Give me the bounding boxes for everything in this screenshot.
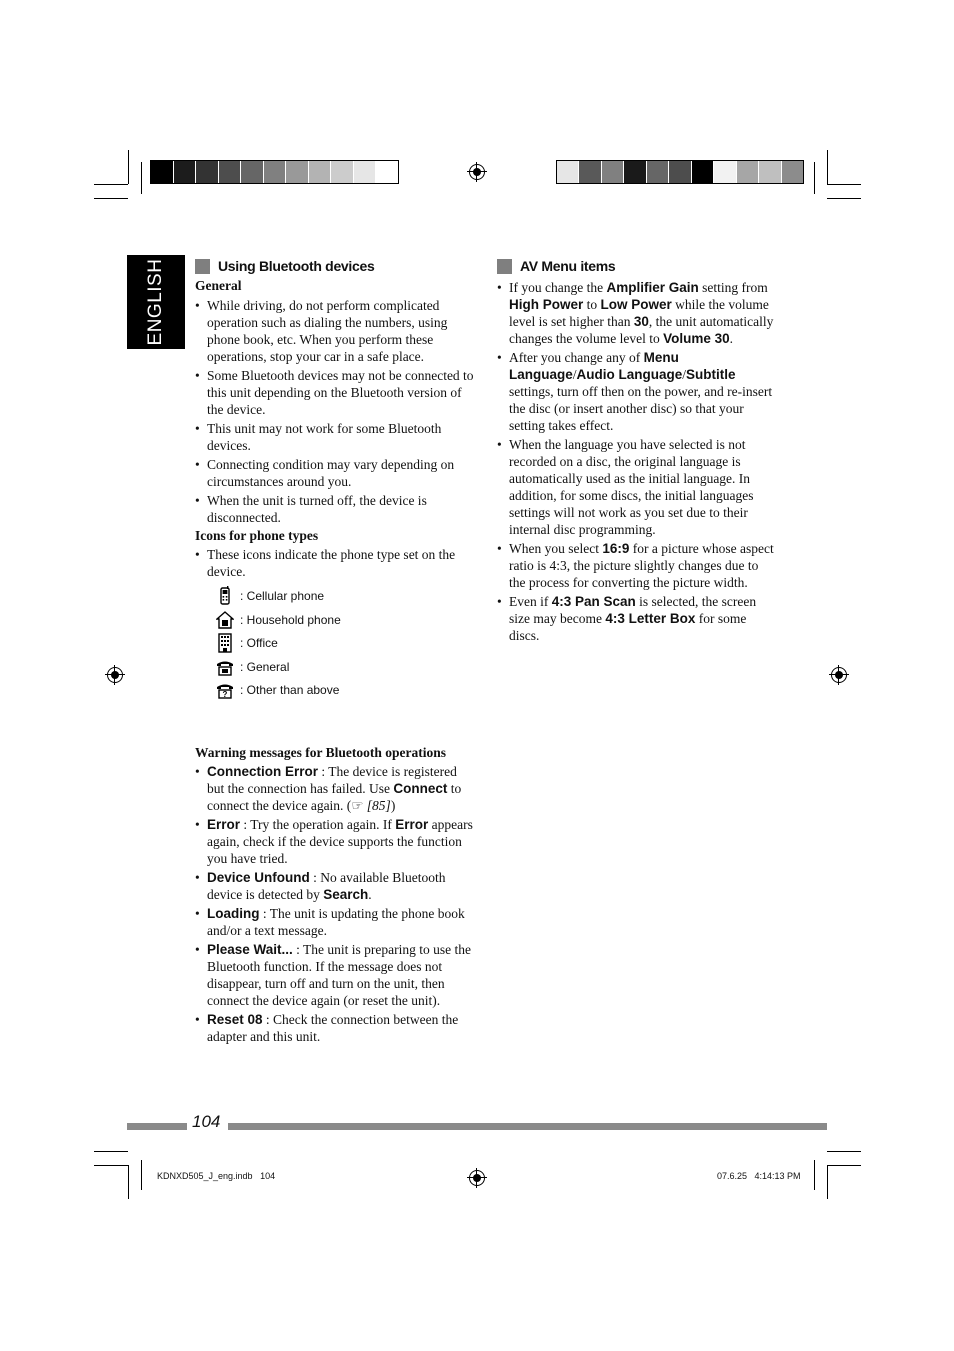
color-swatch xyxy=(354,161,377,183)
color-swatch xyxy=(602,161,624,183)
color-swatch xyxy=(759,161,781,183)
setting-value: 4:3 Letter Box xyxy=(605,611,696,626)
color-bar-right xyxy=(556,160,804,184)
list-item: • While driving, do not perform complicated operation such as dialing the numbers, using phone book, etc. When you perform these operations, stop your car in a safe place. xyxy=(195,297,477,365)
list-item: • When you select 16:9 for a picture whose aspect ratio is 4:3, the picture slightly changes due to the process for converting the picture width. xyxy=(497,540,777,591)
color-swatch xyxy=(196,161,219,183)
warning-key: Connection Error xyxy=(207,764,319,779)
list-item: • Please Wait... : The unit is preparing to use the Bluetooth function. If the message does not disappear, turn off and turn on the unit, then connect the device again (or reset the unit). xyxy=(195,941,477,1009)
icons-intro-list xyxy=(195,546,477,582)
section-heading-av-menu xyxy=(497,258,615,274)
heading-square-icon xyxy=(195,259,210,274)
setting-value: 30 xyxy=(633,314,649,329)
list-item: • If you change the Amplifier Gain setting from High Power to Low Power while the volume level is set higher than 30, the unit automatically changes the volume level to Volume 30. xyxy=(497,279,777,347)
general-phone-icon xyxy=(216,657,234,677)
subheading-icons: Icons for phone types xyxy=(195,528,319,543)
setting-value: High Power xyxy=(509,297,584,312)
setting-name: Amplifier Gain xyxy=(606,280,699,295)
setting-name: Menu Language xyxy=(509,350,679,382)
registration-mark-icon xyxy=(831,667,847,683)
phone-type-household xyxy=(216,610,341,630)
registration-mark-icon xyxy=(107,667,123,683)
list-item: • Even if 4:3 Pan Scan is selected, the screen size may become 4:3 Letter Box for some discs. xyxy=(497,593,777,644)
other-phone-icon xyxy=(216,680,234,700)
general-list xyxy=(195,297,477,528)
color-swatch xyxy=(714,161,736,183)
list-item: • When the unit is turned off, the device is disconnected. xyxy=(195,492,477,526)
phone-type-cellular xyxy=(216,586,324,606)
color-swatch xyxy=(286,161,309,183)
list-item: • Connecting condition may vary depending on circumstances around you. xyxy=(195,456,477,490)
warning-key: Connect xyxy=(393,781,448,796)
color-swatch xyxy=(309,161,332,183)
warning-key: Please Wait... xyxy=(207,942,293,957)
phone-type-label: : Cellular phone xyxy=(240,589,325,603)
phone-type-general xyxy=(216,657,289,677)
print-timestamp: 07.6.25 4:14:13 PM xyxy=(717,1171,801,1181)
list-item: • Connection Error : The device is registered but the connection has failed. Use Connect to connect the device again. (☞ [85]) xyxy=(195,763,477,814)
subheading-warnings: Warning messages for Bluetooth operations xyxy=(195,745,447,760)
setting-value: 4:3 Pan Scan xyxy=(551,594,636,609)
household-phone-icon xyxy=(216,610,234,630)
list-item: • After you change any of Menu Language/Audio Language/Subtitle settings, turn off then on the power, and re-insert the disc (or insert another disc) so that your setting takes effect. xyxy=(497,349,777,434)
setting-value: 16:9 xyxy=(602,541,630,556)
color-swatch xyxy=(669,161,691,183)
color-swatch xyxy=(647,161,669,183)
list-item: • Some Bluetooth devices may not be connected to this unit depending on the Bluetooth version of the device. xyxy=(195,367,477,418)
setting-value: Volume 30 xyxy=(663,331,730,346)
list-item: • Device Unfound : No available Bluetooth device is detected by Search. xyxy=(195,869,477,903)
reference-icon: ☞ xyxy=(351,798,364,813)
color-swatch xyxy=(241,161,264,183)
av-menu-list xyxy=(497,279,777,646)
setting-value: Low Power xyxy=(600,297,672,312)
subheading-general: General xyxy=(195,278,242,293)
list-item: • Loading : The unit is updating the phone book and/or a text message. xyxy=(195,905,477,939)
list-item: • These icons indicate the phone type set on the device. xyxy=(195,546,477,580)
footer-rule-right xyxy=(228,1123,827,1130)
phone-type-other xyxy=(216,680,339,700)
section-title: AV Menu items xyxy=(520,258,616,274)
phone-type-label: : Office xyxy=(240,636,278,650)
warning-key: Error xyxy=(207,817,241,832)
section-title: Using Bluetooth devices xyxy=(218,258,375,274)
warnings-list xyxy=(195,763,477,1047)
setting-name: Audio Language xyxy=(576,367,683,382)
cellular-phone-icon xyxy=(216,586,234,606)
color-swatch xyxy=(692,161,714,183)
color-swatch xyxy=(624,161,646,183)
warning-key: Search xyxy=(323,887,369,902)
list-item: • This unit may not work for some Bluetooth devices. xyxy=(195,420,477,454)
footer-rule-left xyxy=(127,1123,187,1130)
color-swatch xyxy=(579,161,601,183)
color-swatch xyxy=(331,161,354,183)
page-reference: [85] xyxy=(366,798,391,813)
office-phone-icon xyxy=(216,633,234,653)
color-swatch xyxy=(219,161,242,183)
heading-square-icon xyxy=(497,259,512,274)
file-slug: KDNXD505_J_eng.indb 104 xyxy=(157,1171,276,1181)
page-number: 104 xyxy=(192,1112,221,1131)
phone-type-label: : Household phone xyxy=(240,613,341,627)
registration-mark-icon xyxy=(469,1170,485,1186)
list-item: • Reset 08 : Check the connection between the adapter and this unit. xyxy=(195,1011,477,1045)
setting-name: Subtitle xyxy=(686,367,736,382)
section-heading-bluetooth xyxy=(195,258,374,274)
warning-key: Error xyxy=(395,817,429,832)
color-swatch xyxy=(151,161,174,183)
color-swatch xyxy=(737,161,759,183)
warning-key: Reset 08 xyxy=(207,1012,263,1027)
phone-type-label: : General xyxy=(240,660,290,674)
list-item: • Error : Try the operation again. If Error appears again, check if the device supports the function you have tried. xyxy=(195,816,477,867)
color-bar-left xyxy=(150,160,399,184)
language-tab xyxy=(127,255,185,349)
svg-text:?: ? xyxy=(222,690,228,699)
language-tab-label: ENGLISH xyxy=(145,258,166,346)
color-swatch xyxy=(376,161,398,183)
registration-mark-icon xyxy=(469,164,485,180)
phone-type-office xyxy=(216,633,278,653)
warning-key: Device Unfound xyxy=(207,870,310,885)
color-swatch xyxy=(264,161,287,183)
warning-key: Loading xyxy=(207,906,260,921)
color-swatch xyxy=(782,161,803,183)
list-item: • When the language you have selected is not recorded on a disc, the original language is automatically used as the initial language. In addition, for some discs, the initial languages settings will not work as you set due to their internal disc programming. xyxy=(497,436,777,538)
color-swatch xyxy=(557,161,579,183)
color-swatch xyxy=(174,161,197,183)
phone-type-label: : Other than above xyxy=(240,683,340,697)
